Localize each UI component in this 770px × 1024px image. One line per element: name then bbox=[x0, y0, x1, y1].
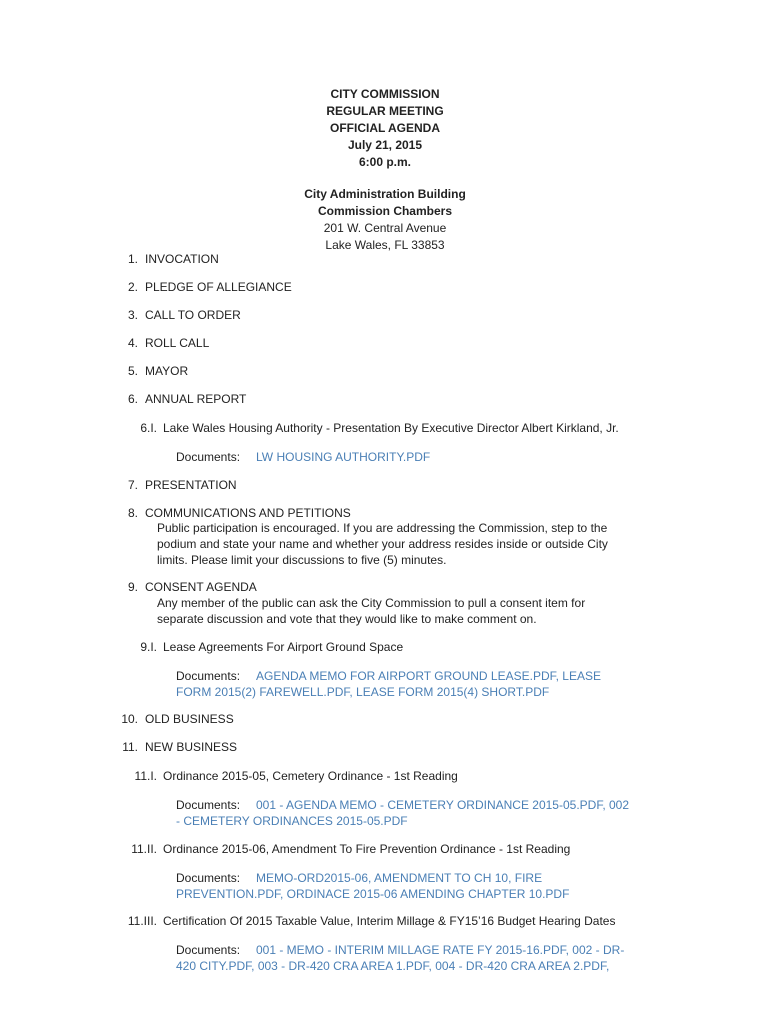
subitem-number: 11.III. bbox=[127, 914, 157, 928]
item-number: 2. bbox=[127, 280, 138, 294]
documents-row bbox=[176, 942, 646, 974]
documents-row bbox=[176, 797, 646, 829]
document-link[interactable]: PREVENTION.PDF, ORDINACE 2015-06 AMENDING CHAPTER 10.PDF bbox=[176, 887, 570, 901]
item-title: CONSENT AGENDA bbox=[145, 580, 257, 594]
item-title: ANNUAL REPORT bbox=[145, 392, 247, 406]
item-title: PRESENTATION bbox=[145, 478, 237, 492]
documents-label: Documents: bbox=[176, 871, 241, 885]
header-line: CITY COMMISSION bbox=[330, 87, 440, 101]
subitem-title: Certification Of 2015 Taxable Value, Interim Millage & FY15’16 Budget Hearing Dates bbox=[163, 914, 616, 928]
document-link[interactable]: 001 - MEMO - INTERIM MILLAGE RATE FY 2015-16.PDF, 002 - DR- bbox=[256, 943, 625, 957]
item-number: 11. bbox=[122, 740, 138, 754]
item-title: PLEDGE OF ALLEGIANCE bbox=[145, 280, 292, 294]
item-number: 10. bbox=[121, 712, 138, 726]
item-title: MAYOR bbox=[145, 364, 189, 378]
item-number: 7. bbox=[127, 478, 138, 492]
documents-label: Documents: bbox=[176, 450, 241, 464]
meeting-date: July 21, 2015 bbox=[347, 138, 423, 152]
header-line: REGULAR MEETING bbox=[326, 104, 444, 118]
item-title: INVOCATION bbox=[145, 252, 219, 266]
description-line: limits. Please limit your discussions to five (5) minutes. bbox=[157, 553, 447, 567]
item-title: NEW BUSINESS bbox=[145, 740, 238, 754]
meeting-time: 6:00 p.m. bbox=[358, 155, 412, 169]
documents-label: Documents: bbox=[176, 943, 241, 957]
subitem-title: Ordinance 2015-06, Amendment To Fire Prevention Ordinance - 1st Reading bbox=[163, 842, 571, 856]
document-link[interactable]: 420 CITY.PDF, 003 - DR-420 CRA AREA 1.PDF, 004 - DR-420 CRA AREA 2.PDF, bbox=[176, 959, 610, 973]
subitem-number: 9.I. bbox=[140, 640, 157, 654]
item-number: 1. bbox=[127, 252, 138, 266]
description-line: separate discussion and vote that they would like to make comment on. bbox=[157, 612, 537, 626]
subitem-number: 11.I. bbox=[134, 769, 157, 783]
address-street: 201 W. Central Avenue bbox=[323, 221, 447, 235]
documents-row bbox=[176, 449, 646, 465]
item-number: 8. bbox=[127, 506, 138, 520]
item-description bbox=[157, 595, 627, 627]
item-title: COMMUNICATIONS AND PETITIONS bbox=[145, 506, 351, 520]
document-link[interactable]: 001 - AGENDA MEMO - CEMETERY ORDINANCE 2015-05.PDF, 002 bbox=[256, 798, 630, 812]
item-number: 6. bbox=[127, 392, 138, 406]
location-building: City Administration Building bbox=[304, 187, 466, 201]
location-room: Commission Chambers bbox=[317, 204, 453, 218]
item-number: 5. bbox=[127, 364, 138, 378]
document-link[interactable]: LW HOUSING AUTHORITY.PDF bbox=[256, 450, 431, 464]
description-line: Any member of the public can ask the City Commission to pull a consent item for bbox=[157, 596, 586, 610]
subitem-number: 6.I. bbox=[140, 421, 157, 435]
description-line: podium and state your name and whether your address resides inside or outside City bbox=[157, 537, 608, 551]
item-title: ROLL CALL bbox=[145, 336, 210, 350]
documents-row bbox=[176, 870, 646, 902]
documents-label: Documents: bbox=[176, 669, 241, 683]
item-title: OLD BUSINESS bbox=[145, 712, 234, 726]
address-city: Lake Wales, FL 33853 bbox=[325, 238, 445, 252]
item-number: 9. bbox=[127, 580, 138, 594]
subitem-title: Lease Agreements For Airport Ground Space bbox=[163, 640, 404, 654]
subitem-title: Ordinance 2015-05, Cemetery Ordinance - 1st Reading bbox=[163, 769, 458, 783]
item-number: 4. bbox=[127, 336, 138, 350]
documents-row bbox=[176, 668, 646, 700]
subitem-number: 11.II. bbox=[131, 842, 157, 856]
document-link[interactable]: MEMO-ORD2015-06, AMENDMENT TO CH 10, FIRE bbox=[256, 871, 543, 885]
subitem-title: Lake Wales Housing Authority - Presentation By Executive Director Albert Kirkland, Jr. bbox=[163, 421, 619, 435]
item-description bbox=[157, 520, 627, 568]
document-link[interactable]: FORM 2015(2) FAREWELL.PDF, LEASE FORM 2015(4) SHORT.PDF bbox=[176, 685, 550, 699]
agenda-header bbox=[0, 86, 770, 254]
header-line: OFFICIAL AGENDA bbox=[330, 121, 440, 135]
documents-label: Documents: bbox=[176, 798, 241, 812]
description-line: Public participation is encouraged. If you are addressing the Commission, step to the bbox=[157, 521, 608, 535]
item-number: 3. bbox=[127, 308, 138, 322]
document-link[interactable]: AGENDA MEMO FOR AIRPORT GROUND LEASE.PDF, LEASE bbox=[256, 669, 601, 683]
document-link[interactable]: - CEMETERY ORDINANCES 2015-05.PDF bbox=[176, 814, 408, 828]
item-title: CALL TO ORDER bbox=[145, 308, 241, 322]
